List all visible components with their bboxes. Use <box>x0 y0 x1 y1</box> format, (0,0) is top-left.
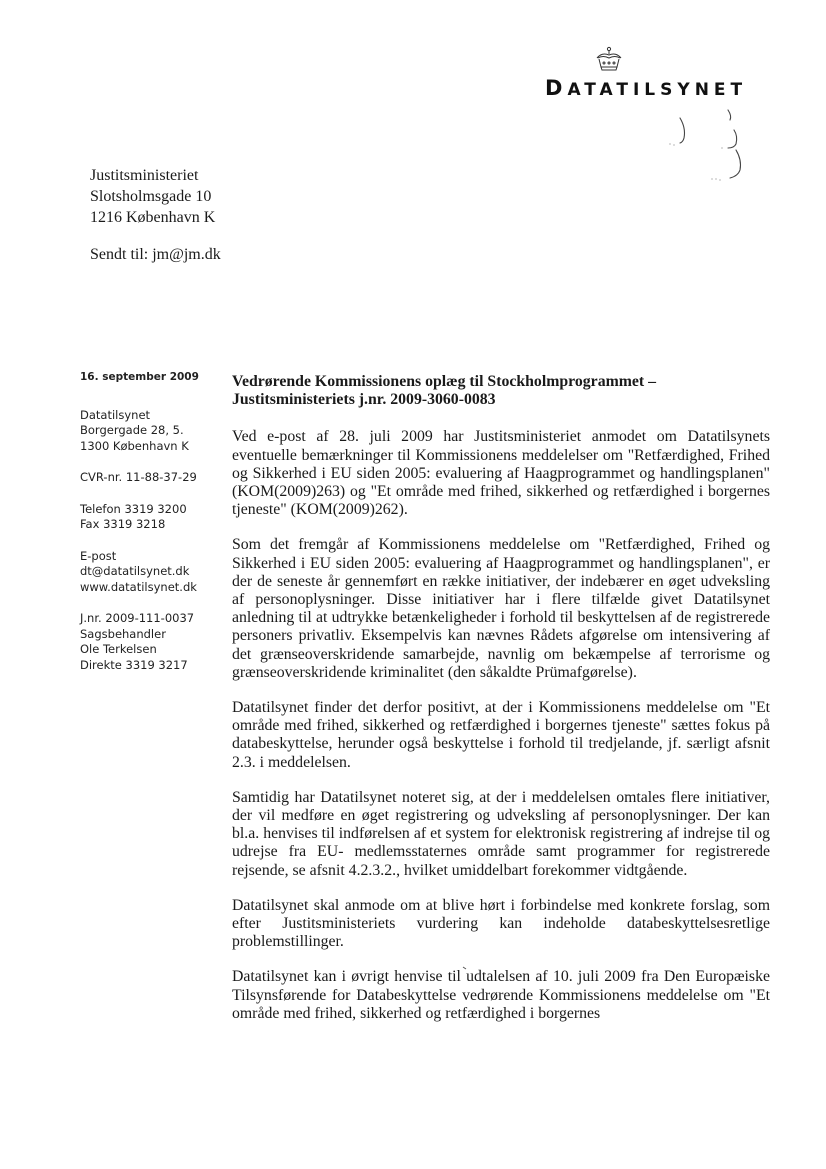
paragraph: Datatilsynet finder det derfor positivt, at der i Kommissionens meddelelse om "Et område med frihed, sikkerhed og retfærdighed i borgernes tjeneste" sættes fokus på databeskyttelse, herunder også beskyttelse i forhold til tredjelande, jf. særligt afsnit 2.3. i meddelelsen. <box>232 699 770 771</box>
case-number: J.nr. 2009-111-0037 <box>80 611 195 625</box>
sent-to: Sendt til: jm@jm.dk <box>90 246 221 263</box>
brand-rest: ATATILSYNET <box>567 80 748 100</box>
case-handler-label: Sagsbehandler <box>80 626 166 641</box>
direct-phone: Direkte 3319 3217 <box>80 657 188 672</box>
paragraph: Datatilsynet kan i øvrigt henvise til udtalelsen af 10. juli 2009 fra Den Europæiske Tilsynsførende for Databeskyttelse vedrørende Kommissionens meddelelse om "Et område med frihed, sikkerhed og retfærdighed i borgernes <box>232 968 770 1022</box>
case-info <box>80 611 240 673</box>
contact-info <box>80 549 240 596</box>
cvr-line: CVR-nr. 11-88-37-29 <box>80 470 197 484</box>
phone-line: Telefon 3319 3200 <box>80 501 187 516</box>
case-handler-name: Ole Terkelsen <box>80 642 157 656</box>
email-address: dt@datatilsynet.dk <box>80 564 190 578</box>
recipient-line: Justitsministeriet <box>90 167 199 184</box>
paragraph: Som det fremgår af Kommissionens meddelelse om "Retfærdighed, Frihed og Sikkerhed i EU siden 2005: evaluering af Haagprogrammet og handlingsplanen", er der de seneste år gennemført en række initiativer, der indebærer en øget udveksling af personoplysninger. Disse initiativer har i flere tilfælde givet Datatilsynet anledning til at udtrykke betænkeligheder i forhold til beskyttelsen af de registrerede personers privatliv. Eksempelvis kan nævnes Rådets afgørelse om intensivering af det grænseoverskridende samarbejde, navnlig om bekæmpelse af terrorisme og grænseoverskridende kriminalitet (den såkaldte Prümafgørelse). <box>232 536 770 681</box>
crown-icon <box>592 46 626 74</box>
letter-subject: Vedrørende Kommissionens oplæg til Stockholmprogrammet – Justitsministeriets j.nr. 2009-3060-0083 <box>232 373 657 409</box>
stray-mark <box>462 966 468 972</box>
fax-line: Fax 3319 3218 <box>80 517 166 531</box>
address-line: Borgergade 28, 5. <box>80 423 184 437</box>
website: www.datatilsynet.dk <box>80 579 197 594</box>
brand-wordmark <box>545 76 775 100</box>
recipient-address <box>90 165 215 228</box>
sender-sidebar <box>80 370 240 689</box>
letter-body <box>232 373 770 1040</box>
cvr-number <box>80 470 240 486</box>
email-label: E-post <box>80 548 117 563</box>
paragraph: Ved e-post af 28. juli 2009 har Justitsministeriet anmodet om Datatilsynets eventuelle bemærkninger til Kommissionens meddelelser om "Retfærdighed, Frihed og Sikkerhed i EU siden 2005: evaluering af Haagprogrammet og handlingsplanen" (KOM(2009)263) og "Et område med frihed, sikkerhed og retfærdighed i borgernes tjeneste" (KOM(2009)262). <box>232 428 770 519</box>
paragraph: Datatilsynet skal anmode om at blive hørt i forbindelse med konkrete forslag, som efter Justitsministeriets vurdering kan indeholde databeskyttelsesretlige problemstillinger. <box>232 896 770 951</box>
letter-date: 16. september 2009 <box>80 371 199 383</box>
sender-address <box>80 408 240 455</box>
brand-initial: D <box>545 76 568 100</box>
recipient-line: Slotsholmsgade 10 <box>90 188 212 205</box>
address-line: 1300 København K <box>80 438 189 453</box>
paragraph: Samtidig har Datatilsynet noteret sig, at der i meddelelsen omtales flere initiativer, der vil medføre en øget registrering og udveksling af personoplysninger. Der kan bl.a. henvises til indførelsen af et system for elektronisk registrering af indrejse til og udrejse fra EU- medlemsstaternes område samt programmer for registrerede rejsende, se afsnit 4.2.3.2., hvilket umiddelbart forekommer vidtgående. <box>232 788 770 879</box>
recipient-line: 1216 København K <box>90 209 216 226</box>
address-line: Datatilsynet <box>80 407 151 422</box>
phone-info <box>80 502 240 533</box>
handwritten-marks <box>650 104 760 184</box>
